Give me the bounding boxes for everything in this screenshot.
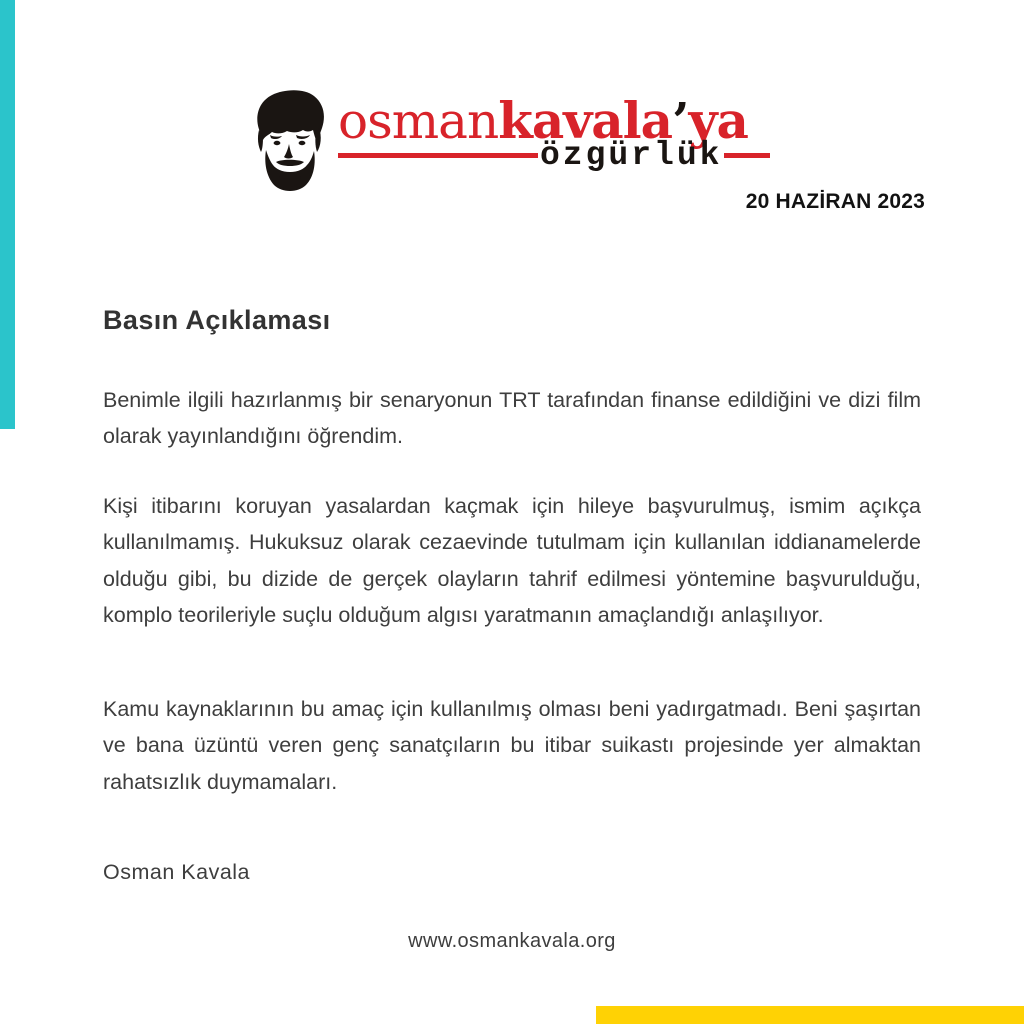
logo-apostrophe: ’ <box>672 91 689 150</box>
page-title: Basın Açıklaması <box>103 305 331 335</box>
teal-accent-bar <box>0 0 15 429</box>
logo-name-suffix: ya <box>688 91 748 150</box>
date-label: 20 HAZİRAN 2023 <box>745 190 925 213</box>
signature: Osman Kavala <box>103 860 251 884</box>
statement-paragraph-3: Kamu kaynaklarının bu amaç için kullanılmış olması beni yadırgatmadı. Beni şaşırtan ve bana üzüntü veren genç sanatçıların bu itibar suikastı projesinde yer almaktan rahatsızlık duymamaları. <box>103 697 921 794</box>
logo-wordmark <box>338 88 770 174</box>
campaign-logo <box>246 88 770 194</box>
website-text: www.osmankavala.org <box>408 930 616 952</box>
statement-paragraph-2: Kişi itibarını koruyan yasalardan kaçmak için hileye başvurulmuş, ismim açıkça kullanılmamış. Hukuksuz olarak cezaevinde tutulmam için kullanılan iddianamelerde olduğu gibi, bu dizide de gerçek olayların tahrif edilmesi yöntemine başvurulduğu, komplo teorileriyle suçlu olduğum algısı yaratmanın amaçlandığı anlaşılıyor. <box>103 494 921 628</box>
logo-name-bold: kavala <box>498 91 673 150</box>
osman-kavala-portrait-icon <box>246 88 334 194</box>
logo-subtitle: özgürlük <box>540 137 723 174</box>
red-underline-right <box>724 153 770 158</box>
red-underline-left <box>338 153 538 158</box>
logo-name-regular: osman <box>338 92 499 150</box>
statement-paragraph-1: Benimle ilgili hazırlanmış bir senaryonun TRT tarafından finanse edildiğini ve dizi film olarak yayınlandığını öğrendim. <box>103 388 921 449</box>
yellow-accent-bar <box>596 1006 1024 1024</box>
